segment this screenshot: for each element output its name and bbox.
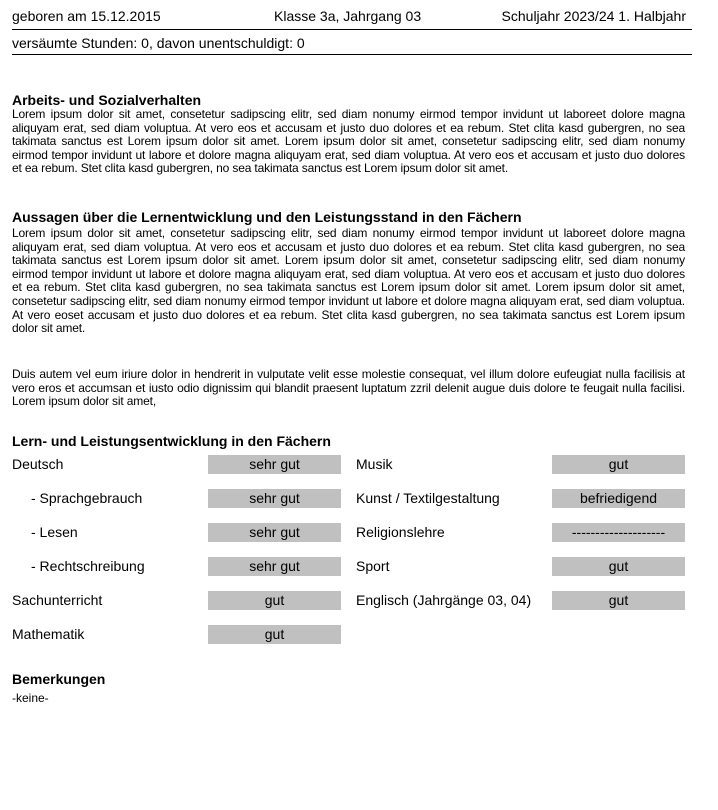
grade-box: gut (208, 591, 341, 610)
grade-box: gut (552, 591, 685, 610)
development-text-2: Duis autem vel eum iriure dolor in hendrerit in vulputate velit esse molestie consequat, vel illum dolore eufeugiat nulla facilisis at vero eros et accumsan et iusto odio dignissim qui blandit praesent luptatum zzril delenit augue duis dolore te feugait nulla facilisi. Lorem ipsum dolor sit amet, (12, 367, 685, 409)
development-title: Aussagen über die Lernentwicklung und den Leistungsstand in den Fächern (12, 209, 522, 225)
subject-label: Sport (356, 558, 390, 574)
subject-label: Deutsch (12, 456, 64, 472)
development-text-1: Lorem ipsum dolor sit amet, consetetur sadipscing elitr, sed diam nonumy eirmod tempor invidunt ut laboreet dolore magna aliquyam erat, sed diam voluptua. At vero eos et accusam et justo duo dolores et ea rebum. Stet clita kasd gubergren, no sea takimata sanctus est Lorem ipsum dolor sit amet. Lorem ipsum dolor sit amet, consetetur sadipscing elitr, sed diam nonumy eirmod tempor invidunt ut labore et dolore magna aliquyam erat, sed diam voluptua. At vero eos et accusam et justo duo dolores et ea rebum. Stet clita kasd gubergren, no sea takimata sanctus est Lorem ipsum dolor sit amet. Lorem ipsum dolor sit amet, consetetur sadipscing elitr, sed diam nonumy eirmod tempor invidunt ut labore et dolore magna aliquyam erat, sed diam voluptua. At vero eoset accusam et justo duo dolores et ea rebum. Stet clita kasd gubergren, no sea takimata sanctus est Lorem ipsum dolor sit amet. (12, 226, 685, 336)
grade-box: sehr gut (208, 557, 341, 576)
behavior-text: Lorem ipsum dolor sit amet, consetetur sadipscing elitr, sed diam nonumy eirmod tempor invidunt ut laboreet dolore magna aliquyam erat, sed diam voluptua. At vero eos et accusam et justo duo dolores et ea rebum. Stet clita kasd gubergren, no sea takimata sanctus est Lorem ipsum dolor sit amet. Lorem ipsum dolor sit amet, consetetur sadipscing elitr, sed diam nonumy eirmod tempor invidunt ut labore et dolore magna aliquyam erat, sed diam voluptua. At vero eos et accusam et justo duo dolores et ea rebum. Stet clita kasd gubergren, no sea takimata sanctus est Lorem ipsum dolor sit amet. (12, 107, 685, 176)
absence-info: versäumte Stunden: 0, davon unentschuldigt: 0 (12, 35, 305, 51)
report-header (12, 0, 692, 30)
subject-label: - Sprachgebrauch (31, 490, 143, 506)
grades-title: Lern- und Leistungsentwicklung in den Fächern (12, 433, 331, 449)
grade-box: sehr gut (208, 489, 341, 508)
grade-box: befriedigend (552, 489, 685, 508)
subject-label: - Rechtschreibung (31, 558, 145, 574)
grade-box: gut (552, 455, 685, 474)
subject-label: Kunst / Textilgestaltung (356, 490, 500, 506)
subject-label: Musik (356, 456, 393, 472)
subject-label: Religionslehre (356, 524, 445, 540)
grade-box: gut (552, 557, 685, 576)
subject-label: Sachunterricht (12, 592, 103, 608)
grade-box: gut (208, 625, 341, 644)
header-divider (12, 29, 692, 30)
remarks-text: -keine- (12, 691, 49, 705)
subject-label: - Lesen (31, 524, 78, 540)
absence-divider (12, 54, 692, 55)
grade-box: -------------------- (552, 523, 685, 542)
birth-date: geboren am 15.12.2015 (12, 8, 161, 24)
remarks-title: Bemerkungen (12, 671, 106, 687)
report-page (12, 0, 692, 705)
class-info: Klasse 3a, Jahrgang 03 (274, 8, 422, 24)
school-year: Schuljahr 2023/24 1. Halbjahr (501, 8, 686, 24)
subject-label: Mathematik (12, 626, 85, 642)
subject-label: Englisch (Jahrgänge 03, 04) (356, 592, 532, 608)
grade-box: sehr gut (208, 523, 341, 542)
behavior-title: Arbeits- und Sozialverhalten (12, 92, 202, 108)
grade-box: sehr gut (208, 455, 341, 474)
